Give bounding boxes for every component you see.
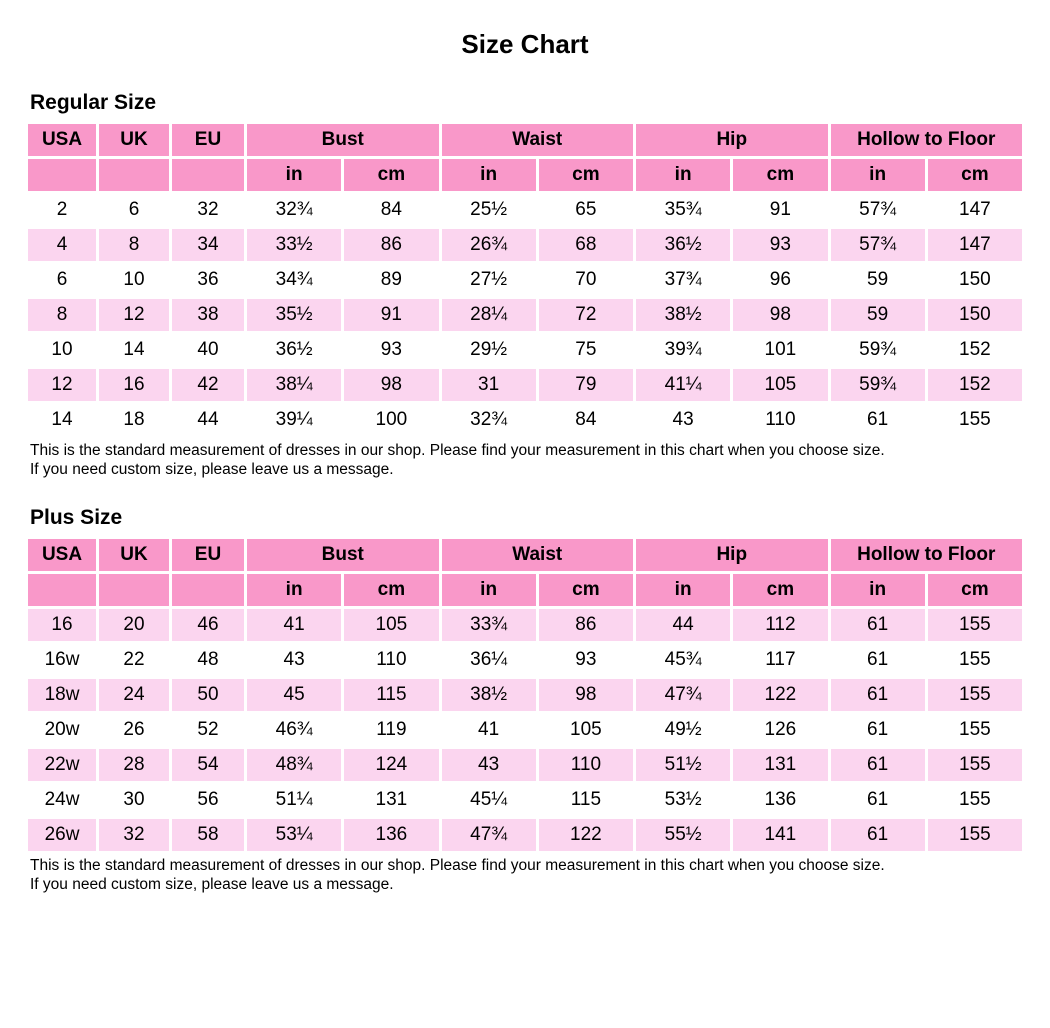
unit-header: in (636, 159, 730, 191)
table-cell: 155 (928, 404, 1022, 436)
table-cell: 100 (344, 404, 438, 436)
unit-header-row (28, 159, 1022, 191)
unit-header: in (442, 574, 536, 606)
table-cell: 32 (172, 194, 244, 226)
table-row (28, 609, 1022, 641)
table-cell: 126 (733, 714, 827, 746)
table-row (28, 369, 1022, 401)
table-cell: 147 (928, 229, 1022, 261)
table-cell: 47¾ (442, 819, 536, 851)
table-cell: 8 (28, 299, 96, 331)
table-cell: 68 (539, 229, 633, 261)
header-row (28, 124, 1022, 156)
column-group-header: Bust (247, 124, 439, 156)
table-cell: 44 (636, 609, 730, 641)
unit-header: in (636, 574, 730, 606)
table-cell: 32¾ (247, 194, 341, 226)
table-cell: 91 (344, 299, 438, 331)
table-cell: 38¼ (247, 369, 341, 401)
table-cell: 6 (99, 194, 169, 226)
table-cell: 36 (172, 264, 244, 296)
column-header: EU (172, 124, 244, 156)
table-cell: 61 (831, 714, 925, 746)
table-cell: 24w (28, 784, 96, 816)
table-cell: 117 (733, 644, 827, 676)
table-cell: 16w (28, 644, 96, 676)
regular-size-table (25, 121, 1025, 439)
table-cell: 61 (831, 679, 925, 711)
table-cell: 28¼ (442, 299, 536, 331)
table-cell: 36½ (636, 229, 730, 261)
table-cell: 98 (733, 299, 827, 331)
table-cell: 12 (28, 369, 96, 401)
table-cell: 42 (172, 369, 244, 401)
table-cell: 122 (539, 819, 633, 851)
column-group-header: Hollow to Floor (831, 124, 1023, 156)
table-cell: 155 (928, 644, 1022, 676)
table-cell: 115 (539, 784, 633, 816)
table-cell: 45 (247, 679, 341, 711)
table-cell: 40 (172, 334, 244, 366)
table-cell: 79 (539, 369, 633, 401)
table-cell: 152 (928, 334, 1022, 366)
regular-size-heading: Regular Size (30, 91, 157, 114)
table-cell: 44 (172, 404, 244, 436)
unit-header: cm (928, 159, 1022, 191)
table-row (28, 784, 1022, 816)
table-cell: 112 (733, 609, 827, 641)
table-cell: 48¾ (247, 749, 341, 781)
table-cell: 34 (172, 229, 244, 261)
table-cell: 55½ (636, 819, 730, 851)
table-cell: 110 (539, 749, 633, 781)
table-cell: 59 (831, 264, 925, 296)
table-cell: 91 (733, 194, 827, 226)
table-cell: 33½ (247, 229, 341, 261)
table-cell: 155 (928, 749, 1022, 781)
table-cell: 58 (172, 819, 244, 851)
table-cell: 2 (28, 194, 96, 226)
table-cell: 24 (99, 679, 169, 711)
table-cell: 51¼ (247, 784, 341, 816)
table-cell: 29½ (442, 334, 536, 366)
table-cell: 115 (344, 679, 438, 711)
table-cell: 150 (928, 299, 1022, 331)
table-cell: 22 (99, 644, 169, 676)
table-cell: 26¾ (442, 229, 536, 261)
table-cell: 34¾ (247, 264, 341, 296)
table-cell: 57¾ (831, 194, 925, 226)
table-cell: 8 (99, 229, 169, 261)
note-line-2: If you need custom size, please leave us a message. (30, 460, 394, 478)
empty-header-cell (99, 574, 169, 606)
table-cell: 61 (831, 404, 925, 436)
table-cell: 36¼ (442, 644, 536, 676)
plus-size-section (0, 506, 1050, 894)
table-cell: 105 (733, 369, 827, 401)
table-cell: 43 (636, 404, 730, 436)
table-cell: 53¼ (247, 819, 341, 851)
table-cell: 38 (172, 299, 244, 331)
note-line-1: This is the standard measurement of dresses in our shop. Please find your measurement in this chart when you choose size. (30, 442, 885, 459)
table-cell: 46¾ (247, 714, 341, 746)
table-cell: 31 (442, 369, 536, 401)
table-cell: 147 (928, 194, 1022, 226)
table-cell: 52 (172, 714, 244, 746)
column-group-header: Hip (636, 539, 828, 571)
column-header: EU (172, 539, 244, 571)
unit-header: cm (344, 574, 438, 606)
table-cell: 10 (99, 264, 169, 296)
table-cell: 110 (344, 644, 438, 676)
table-cell: 105 (344, 609, 438, 641)
table-cell: 119 (344, 714, 438, 746)
table-cell: 49½ (636, 714, 730, 746)
table-cell: 14 (99, 334, 169, 366)
table-cell: 150 (928, 264, 1022, 296)
table-cell: 16 (99, 369, 169, 401)
table-row (28, 679, 1022, 711)
table-cell: 25½ (442, 194, 536, 226)
unit-header: in (831, 159, 925, 191)
table-row (28, 644, 1022, 676)
unit-header-row (28, 574, 1022, 606)
table-cell: 57¾ (831, 229, 925, 261)
table-cell: 86 (344, 229, 438, 261)
table-cell: 30 (99, 784, 169, 816)
table-cell: 35½ (247, 299, 341, 331)
table-cell: 59 (831, 299, 925, 331)
table-cell: 36½ (247, 334, 341, 366)
empty-header-cell (99, 159, 169, 191)
table-cell: 72 (539, 299, 633, 331)
empty-header-cell (28, 574, 96, 606)
table-cell: 59¾ (831, 369, 925, 401)
table-row (28, 229, 1022, 261)
unit-header: cm (539, 159, 633, 191)
table-cell: 101 (733, 334, 827, 366)
table-cell: 39¼ (247, 404, 341, 436)
table-cell: 47¾ (636, 679, 730, 711)
table-cell: 93 (733, 229, 827, 261)
table-cell: 155 (928, 714, 1022, 746)
table-row (28, 819, 1022, 851)
unit-header: in (831, 574, 925, 606)
table-cell: 59¾ (831, 334, 925, 366)
table-cell: 61 (831, 644, 925, 676)
table-cell: 43 (442, 749, 536, 781)
table-cell: 136 (733, 784, 827, 816)
table-cell: 38½ (636, 299, 730, 331)
table-cell: 48 (172, 644, 244, 676)
table-cell: 61 (831, 784, 925, 816)
table-row (28, 714, 1022, 746)
unit-header: in (247, 159, 341, 191)
table-cell: 110 (733, 404, 827, 436)
table-cell: 61 (831, 609, 925, 641)
table-cell: 96 (733, 264, 827, 296)
empty-header-cell (172, 159, 244, 191)
table-cell: 28 (99, 749, 169, 781)
table-cell: 93 (344, 334, 438, 366)
column-group-header: Waist (442, 539, 634, 571)
table-cell: 54 (172, 749, 244, 781)
table-row (28, 264, 1022, 296)
table-cell: 136 (344, 819, 438, 851)
table-row (28, 749, 1022, 781)
table-cell: 131 (733, 749, 827, 781)
column-group-header: Hollow to Floor (831, 539, 1023, 571)
table-cell: 152 (928, 369, 1022, 401)
table-cell: 141 (733, 819, 827, 851)
table-cell: 89 (344, 264, 438, 296)
note-line-2: If you need custom size, please leave us a message. (30, 875, 394, 893)
table-cell: 155 (928, 609, 1022, 641)
table-cell: 22w (28, 749, 96, 781)
table-cell: 46 (172, 609, 244, 641)
empty-header-cell (28, 159, 96, 191)
table-cell: 26w (28, 819, 96, 851)
regular-size-note (30, 442, 1050, 479)
regular-size-table-body (28, 194, 1022, 436)
table-cell: 33¾ (442, 609, 536, 641)
table-row (28, 404, 1022, 436)
table-cell: 84 (539, 404, 633, 436)
table-cell: 6 (28, 264, 96, 296)
table-row (28, 299, 1022, 331)
page-title: Size Chart (461, 29, 589, 59)
unit-header: cm (539, 574, 633, 606)
table-cell: 84 (344, 194, 438, 226)
table-cell: 50 (172, 679, 244, 711)
table-cell: 65 (539, 194, 633, 226)
table-cell: 32¾ (442, 404, 536, 436)
table-cell: 41¼ (636, 369, 730, 401)
table-cell: 35¾ (636, 194, 730, 226)
column-group-header: Hip (636, 124, 828, 156)
table-cell: 124 (344, 749, 438, 781)
table-cell: 38½ (442, 679, 536, 711)
table-cell: 45¾ (636, 644, 730, 676)
table-cell: 16 (28, 609, 96, 641)
unit-header: in (247, 574, 341, 606)
table-cell: 98 (344, 369, 438, 401)
table-row (28, 334, 1022, 366)
column-group-header: Bust (247, 539, 439, 571)
table-cell: 105 (539, 714, 633, 746)
table-cell: 32 (99, 819, 169, 851)
unit-header: cm (344, 159, 438, 191)
table-row (28, 194, 1022, 226)
table-cell: 41 (442, 714, 536, 746)
table-cell: 93 (539, 644, 633, 676)
unit-header: cm (928, 574, 1022, 606)
table-cell: 26 (99, 714, 169, 746)
table-cell: 43 (247, 644, 341, 676)
table-cell: 70 (539, 264, 633, 296)
table-cell: 18 (99, 404, 169, 436)
table-cell: 41 (247, 609, 341, 641)
table-cell: 155 (928, 679, 1022, 711)
header-row (28, 539, 1022, 571)
empty-header-cell (172, 574, 244, 606)
table-cell: 45¼ (442, 784, 536, 816)
table-cell: 122 (733, 679, 827, 711)
unit-header: cm (733, 159, 827, 191)
table-cell: 155 (928, 819, 1022, 851)
table-cell: 51½ (636, 749, 730, 781)
table-cell: 61 (831, 749, 925, 781)
table-cell: 10 (28, 334, 96, 366)
table-cell: 98 (539, 679, 633, 711)
table-cell: 14 (28, 404, 96, 436)
column-header: UK (99, 539, 169, 571)
plus-size-table-body (28, 609, 1022, 851)
plus-size-note (30, 857, 1050, 894)
unit-header: cm (733, 574, 827, 606)
table-cell: 39¾ (636, 334, 730, 366)
table-cell: 53½ (636, 784, 730, 816)
table-cell: 20 (99, 609, 169, 641)
regular-size-table-head (28, 124, 1022, 191)
table-cell: 4 (28, 229, 96, 261)
table-cell: 27½ (442, 264, 536, 296)
table-cell: 61 (831, 819, 925, 851)
column-group-header: Waist (442, 124, 634, 156)
table-cell: 56 (172, 784, 244, 816)
plus-size-table-head (28, 539, 1022, 606)
table-cell: 37¾ (636, 264, 730, 296)
plus-size-heading: Plus Size (30, 506, 123, 529)
table-cell: 131 (344, 784, 438, 816)
column-header: USA (28, 124, 96, 156)
table-cell: 155 (928, 784, 1022, 816)
table-cell: 18w (28, 679, 96, 711)
table-cell: 20w (28, 714, 96, 746)
regular-size-section (0, 91, 1050, 479)
column-header: UK (99, 124, 169, 156)
unit-header: in (442, 159, 536, 191)
column-header: USA (28, 539, 96, 571)
table-cell: 86 (539, 609, 633, 641)
plus-size-table (25, 536, 1025, 854)
note-line-1: This is the standard measurement of dresses in our shop. Please find your measurement in this chart when you choose size. (30, 857, 885, 874)
table-cell: 12 (99, 299, 169, 331)
table-cell: 75 (539, 334, 633, 366)
